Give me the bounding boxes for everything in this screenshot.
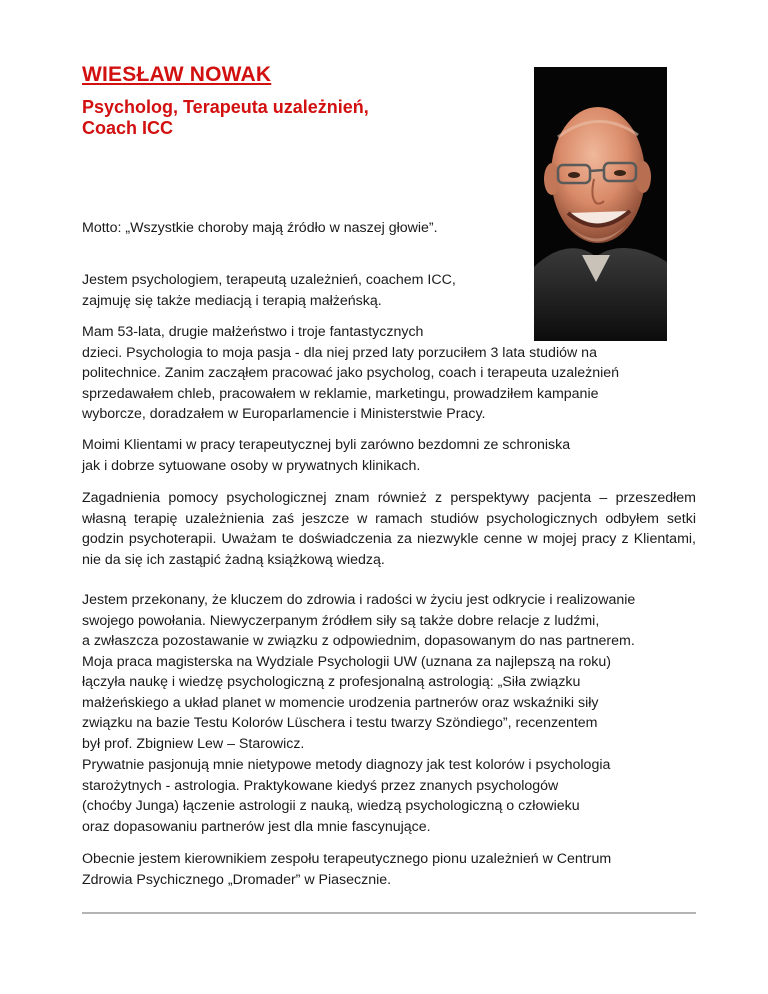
title-line-2: Coach ICC (82, 118, 174, 138)
clients-paragraph (82, 435, 570, 476)
calling-paragraph (82, 590, 635, 754)
calling-line: Moja praca magisterska na Wydziale Psychologii UW (uznana za najlepszą na roku) (82, 653, 611, 670)
motto: Motto: „Wszystkie choroby mają źródło w naszej głowie”. (82, 220, 438, 236)
portrait-illustration (534, 67, 667, 341)
calling-line: a zwłaszcza pozostawanie w związku z odpowiednim, dopasowanym do nas partnerem. (82, 633, 635, 649)
interests-paragraph (82, 755, 610, 837)
person-title (82, 97, 482, 139)
calling-line: łączyła naukę i wiedzę psychologiczną z profesjonalną astrologią: „Siła związku (82, 674, 581, 690)
interests-line: Prywatnie pasjonują mnie nietypowe metody diagnozy jak test kolorów i psychologia (82, 757, 611, 773)
current-line: Obecnie jestem kierownikiem zespołu terapeutycznego pionu uzależnień w Centrum (82, 851, 612, 867)
interests-line: oraz dopasowaniu partnerów jest dla mnie fascynujące. (82, 818, 431, 835)
experience-paragraph: Zagadnienia pomocy psychologicznej znam również z perspektywy pacjenta – przeszedłem własną terapię uzależnienia zaś jeszcze w ramach studiów psychologicznych odbyłem setki godzin psychoterapii. Uważam te doświadczenia za niezwykle cenne w mojej pracy z Klientami, nie da się ich zastąpić żadną książkową wiedzą. (82, 490, 696, 568)
about-line: politechnice. Zanim zacząłem pracować jako psycholog, coach i terapeuta uzależnień (82, 365, 620, 381)
footer-divider (82, 912, 696, 914)
clients-line: jak i dobrze sytuowane osoby w prywatnych klinikach. (82, 457, 421, 474)
calling-line: swojego powołania. Niewyczerpanym źródłem siły są także dobre relacje z ludźmi, (82, 612, 600, 629)
title-line-1: Psycholog, Terapeuta uzależnień, (82, 97, 369, 117)
intro-line: Jestem psychologiem, terapeutą uzależnień, coachem ICC, (82, 272, 456, 288)
current-position-paragraph (82, 849, 611, 890)
interests-line: (choćby Junga) łączenie astrologii z nauką, wiedzą psychologiczną o człowieku (82, 798, 580, 814)
person-name: WIESŁAW NOWAK (82, 63, 272, 86)
calling-line: związku na bazie Testu Kolorów Lüschera i testu twarzy Szöndiego”, recenzentem (82, 715, 598, 731)
calling-line: Jestem przekonany, że kluczem do zdrowia i radości w życiu jest odkrycie i realizowanie (82, 592, 636, 608)
calling-line: był prof. Zbigniew Lew – Starowicz. (82, 735, 305, 752)
about-paragraph (82, 322, 619, 425)
about-line: dzieci. Psychologia to moja pasja - dla niej przed laty porzuciłem 3 lata studiów na (82, 344, 597, 361)
about-line: Mam 53-lata, drugie małżeństwo i troje fantastycznych (82, 324, 424, 340)
about-line: sprzedawałem chleb, pracowałem w reklamie, marketingu, prowadziłem kampanie (82, 385, 599, 402)
clients-line: Moimi Klientami w pracy terapeutycznej byli zarówno bezdomni ze schroniska (82, 437, 571, 453)
interests-line: starożytnych - astrologia. Praktykowane kiedyś przez znanych psychologów (82, 777, 559, 794)
portrait-photo (534, 67, 667, 341)
about-line: wyborcze, doradzałem w Europarlamencie i Ministerstwie Pracy. (82, 406, 486, 422)
intro-line: zajmuję się także mediacją i terapią małżeńską. (82, 292, 382, 309)
current-line: Zdrowia Psychicznego „Dromader” w Piasecznie. (82, 871, 392, 888)
calling-line: małżeńskiego a układ planet w momencie urodzenia partnerów oraz wskaźniki siły (82, 694, 599, 711)
intro-paragraph (82, 270, 456, 311)
